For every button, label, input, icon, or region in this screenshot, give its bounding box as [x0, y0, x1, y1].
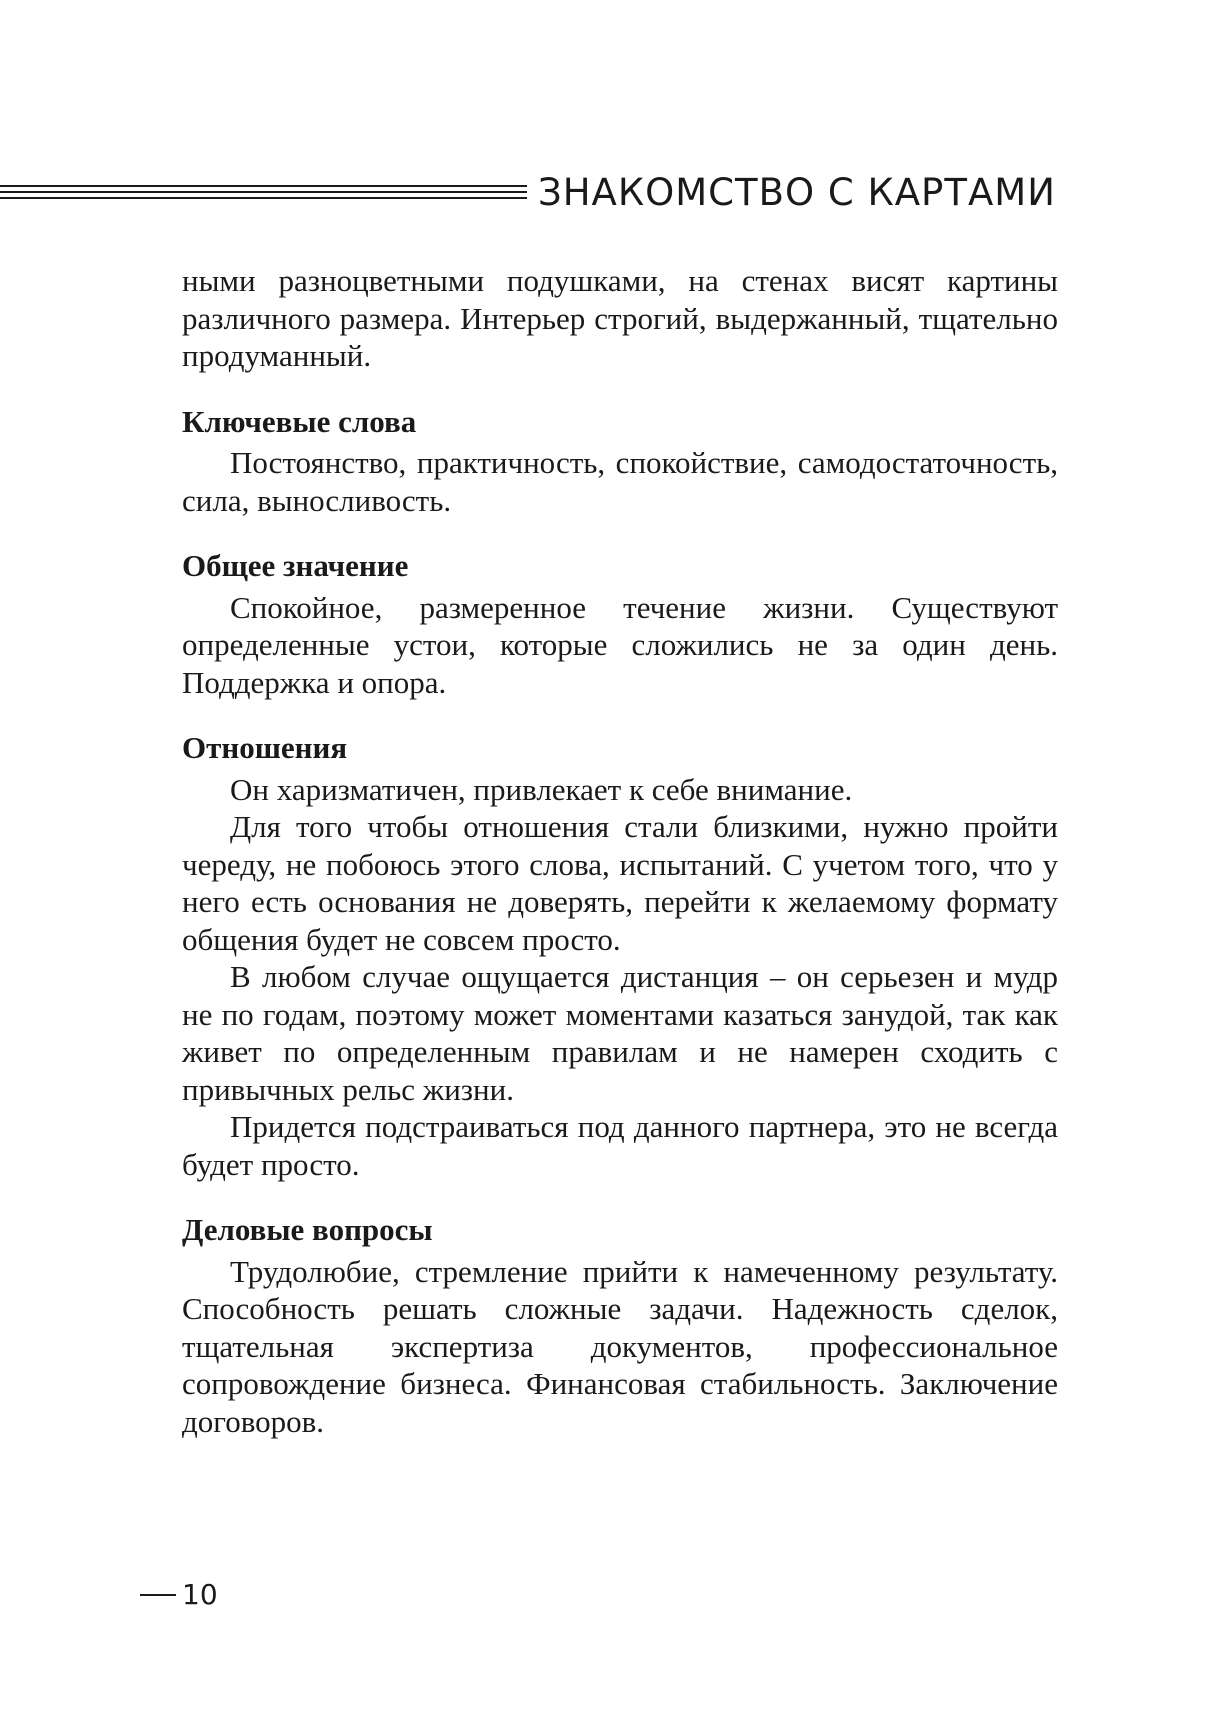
- running-head: ЗНАКОМСТВО С КАРТАМИ: [538, 171, 1056, 214]
- paragraph: Для того чтобы отношения стали близкими, нужно пройти череду, не побоюсь этого слова, испытаний. С учетом того, что у него есть основания не доверять, перейти к желаемому формату общения будет не совсем просто.: [182, 809, 1058, 957]
- section-heading-general-meaning: Общее значение: [182, 548, 409, 583]
- paragraph: Спокойное, размеренное течение жизни. Существуют определенные устои, которые сложились не за один день. Поддержка и опора.: [182, 589, 1058, 700]
- header-rules: [0, 185, 527, 199]
- page-number: [140, 1578, 218, 1611]
- paragraph: Придется подстраиваться под данного партнера, это не всегда будет просто.: [182, 1109, 1058, 1182]
- paragraph: Постоянство, практичность, спокойствие, самодостаточность, сила, выносливость.: [182, 445, 1058, 518]
- paragraph: Он харизматичен, привлекает к себе внимание.: [230, 771, 853, 807]
- paragraph: В любом случае ощущается дистанция – он серьезен и мудр не по годам, поэтому может моментами казаться занудой, так как живет по определенным правилам и не намерен сходить с привычных рельс жизни.: [182, 959, 1058, 1107]
- page-number-dash: [140, 1594, 176, 1596]
- header-rule-line: [0, 197, 527, 199]
- section-heading-relationships: Отношения: [182, 730, 348, 765]
- body-text: [182, 262, 1058, 1440]
- header-rule-line: [0, 185, 527, 187]
- section-heading-keywords: Ключевые слова: [182, 403, 417, 439]
- paragraph: Трудолюбие, стремление прийти к намеченному результату. Способность решать сложные задачи. Надежность сделок, тщательная экспертиза документов, профессиональное сопровождение бизнеса. Финансовая стабильность. Заключение договоров.: [182, 1253, 1058, 1439]
- section-heading-business: Деловые вопросы: [182, 1212, 433, 1247]
- intro-paragraph: ными разноцветными подушками, на стенах висят картины различного размера. Интерьер строгий, выдержанный, тщательно продуманный.: [182, 263, 1058, 373]
- page-number-value: 10: [182, 1578, 218, 1611]
- header-rule-line: [0, 191, 527, 193]
